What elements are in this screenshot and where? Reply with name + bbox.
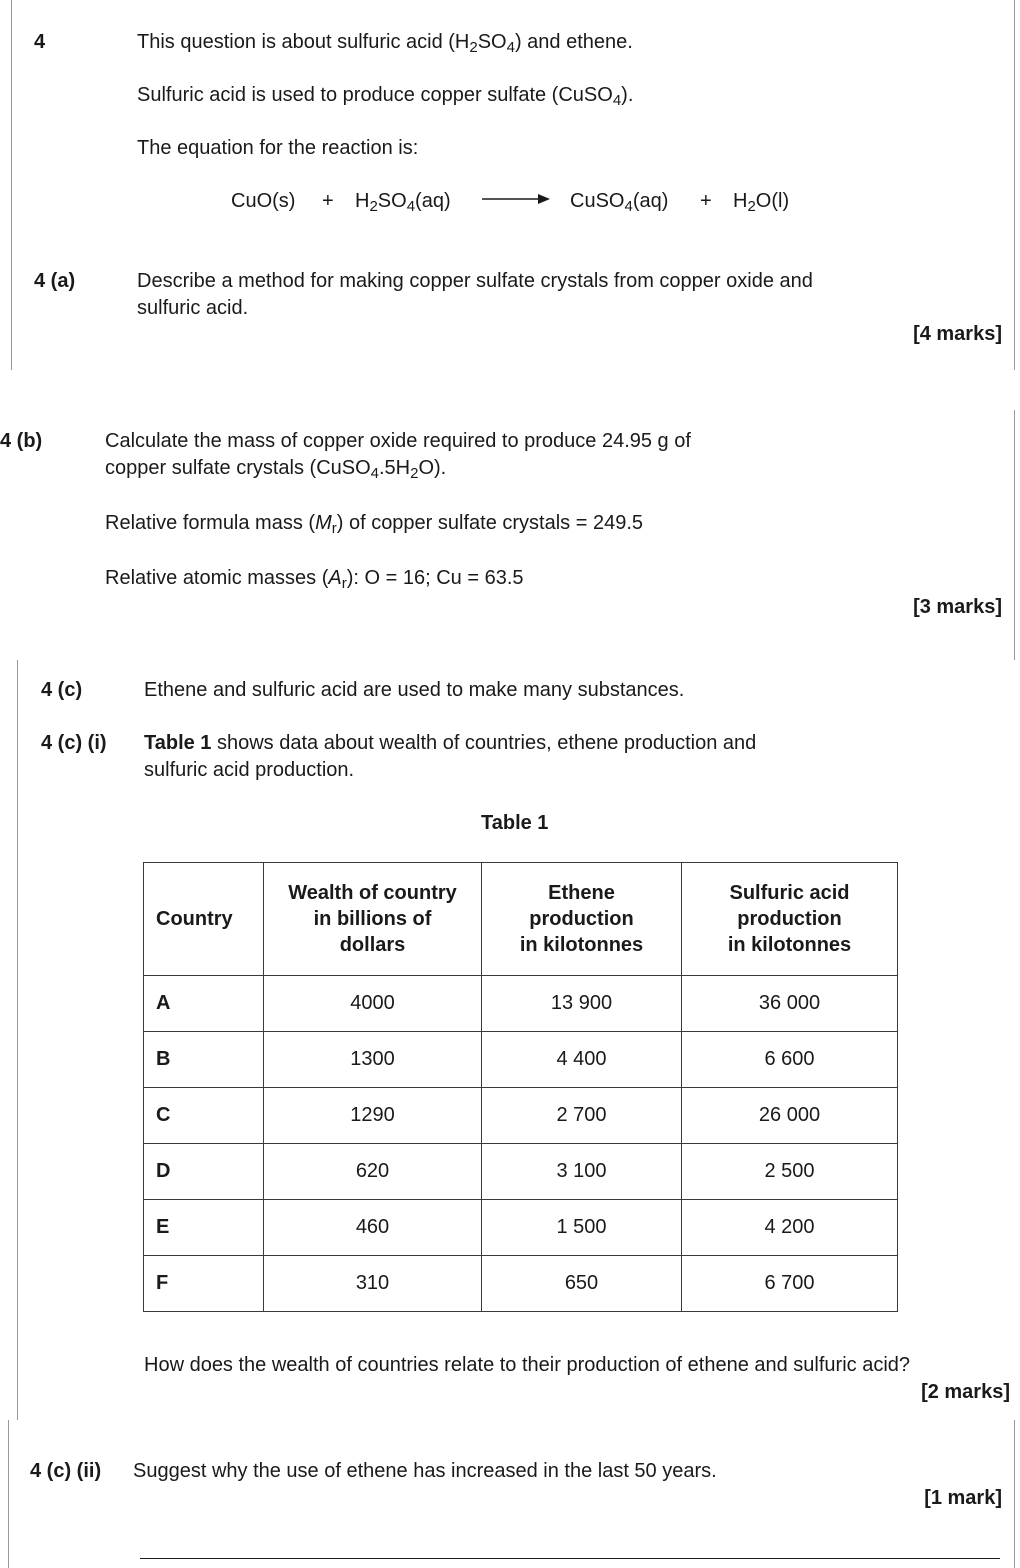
cell-ethene: 3 100: [482, 1144, 682, 1200]
table-header-row: [144, 863, 898, 976]
table-row: [144, 1032, 898, 1088]
table-row: [144, 1256, 898, 1312]
cell-country: C: [144, 1088, 264, 1144]
q4a-line-1: Describe a method for making copper sulfate crystals from copper oxide and: [137, 270, 813, 292]
cell-sulfuric: 6 700: [682, 1256, 898, 1312]
equation-cuso4: CuSO$_4$(aq): [570, 190, 669, 215]
panel-right-border-bottom: [1014, 1420, 1015, 1568]
q4ci-question: How does the wealth of countries relate to their production of ethene and sulfuric acid?: [144, 1354, 911, 1376]
cell-sulfuric: 26 000: [682, 1088, 898, 1144]
cell-ethene: 650: [482, 1256, 682, 1312]
q4b-line-1: Calculate the mass of copper oxide required to produce 24.95 g of: [105, 430, 691, 452]
reaction-arrow-icon: [482, 191, 550, 207]
cell-ethene: 4 400: [482, 1032, 682, 1088]
equation-intro-text: The equation for the reaction is:: [137, 137, 419, 159]
cell-ethene: 2 700: [482, 1088, 682, 1144]
answer-line[interactable]: [140, 1558, 1000, 1559]
cell-country: E: [144, 1200, 264, 1256]
q4ci-label: 4 (c) (i): [41, 732, 107, 754]
table-row: [144, 1088, 898, 1144]
q4c-text: Ethene and sulfuric acid are used to make many substances.: [144, 679, 685, 701]
panel-left-border-bottom: [8, 1420, 9, 1568]
equation-h2so4: $H_2SO_4(aq)$: [355, 190, 451, 215]
cell-country: B: [144, 1032, 264, 1088]
cell-country: D: [144, 1144, 264, 1200]
cell-sulfuric: 36 000: [682, 976, 898, 1032]
panel-right-border-mid: [1014, 410, 1015, 660]
header-wealth: Wealth of country in billions of dollars: [264, 863, 482, 976]
cell-ethene: 13 900: [482, 976, 682, 1032]
panel-left-border-lower: [17, 660, 18, 1420]
cell-sulfuric: 4 200: [682, 1200, 898, 1256]
q4c-label: 4 (c): [41, 679, 83, 701]
q4cii-marks: [1 mark]: [924, 1487, 1002, 1509]
table-row: [144, 1144, 898, 1200]
q4cii-text: Suggest why the use of ethene has increased in the last 50 years.: [133, 1460, 717, 1482]
q4b-relative-atomic-masses: Relative atomic masses $(A_r)$: O = 16; Cu = 63.5: [105, 567, 524, 592]
equation-plus-2: +: [700, 190, 712, 212]
table-title: Table 1: [481, 812, 549, 834]
sulfuric-acid-use-text: Sulfuric acid is used to produce copper sulfate (CuSO$_4$).: [137, 84, 634, 109]
cell-country: A: [144, 976, 264, 1032]
data-table: [143, 862, 898, 1312]
panel-right-border-top: [1014, 0, 1015, 370]
cell-wealth: 1290: [264, 1088, 482, 1144]
equation-plus-1: +: [322, 190, 334, 212]
q4a-label: 4 (a): [34, 270, 76, 292]
cell-sulfuric: 2 500: [682, 1144, 898, 1200]
header-ethene: Ethene production in kilotonnes: [482, 863, 682, 976]
panel-left-border-top: [11, 0, 12, 370]
q4ci-marks: [2 marks]: [921, 1381, 1010, 1403]
q4b-relative-formula-mass: Relative formula mass $(M_r)$ of copper sulfate crystals = 249.5: [105, 512, 644, 537]
intro-text: This question is about sulfuric acid $(H_2SO_4)$ and ethene.: [137, 31, 633, 56]
q4ci-line-1: Table 1 shows data about wealth of countries, ethene production and: [144, 732, 757, 754]
cell-sulfuric: 6 600: [682, 1032, 898, 1088]
q4ci-line-2: sulfuric acid production.: [144, 759, 355, 781]
equation-cuo: CuO(s): [231, 190, 296, 212]
q4cii-label: 4 (c) (ii): [30, 1460, 102, 1482]
cell-wealth: 310: [264, 1256, 482, 1312]
cell-wealth: 460: [264, 1200, 482, 1256]
q4b-line-2: copper sulfate crystals $(CuSO_4.5H_2O)$.: [105, 457, 447, 482]
cell-wealth: 4000: [264, 976, 482, 1032]
cell-country: F: [144, 1256, 264, 1312]
cell-wealth: 1300: [264, 1032, 482, 1088]
q4b-label: 4 (b): [0, 430, 43, 452]
q4a-line-2: sulfuric acid.: [137, 297, 249, 319]
q4b-marks: [3 marks]: [913, 596, 1002, 618]
header-country: Country: [144, 863, 264, 976]
table-row: [144, 976, 898, 1032]
table-row: [144, 1200, 898, 1256]
question-number: 4: [34, 31, 46, 53]
equation-h2o: $H_2O(l)$: [733, 190, 790, 215]
header-sulfuric: Sulfuric acid production in kilotonnes: [682, 863, 898, 976]
cell-ethene: 1 500: [482, 1200, 682, 1256]
q4a-marks: [4 marks]: [913, 323, 1002, 345]
cell-wealth: 620: [264, 1144, 482, 1200]
